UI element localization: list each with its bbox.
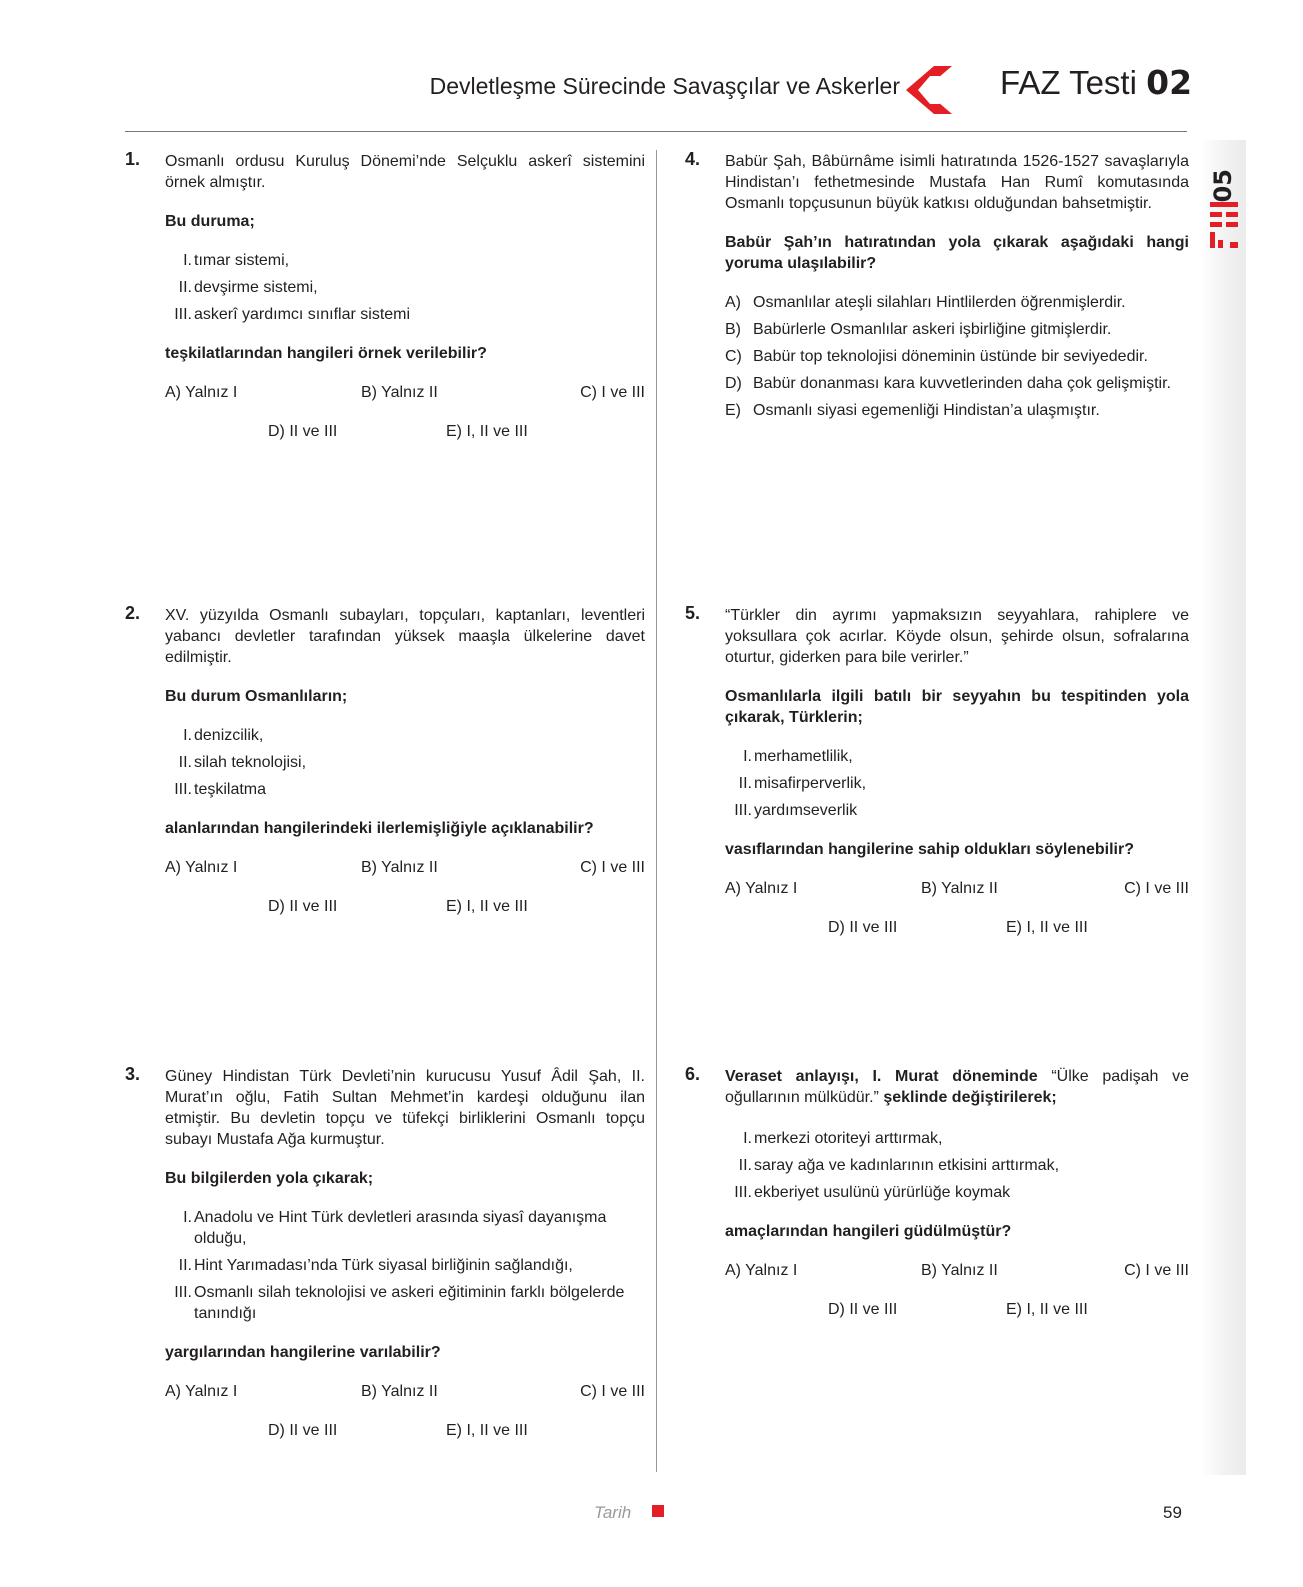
question-6 <box>685 1064 1190 1338</box>
option-a[interactable]: A) Yalnız I <box>165 1383 238 1400</box>
option-e[interactable]: E) I, II ve III <box>446 1422 528 1439</box>
question-number: 1. <box>125 149 141 169</box>
option-text: Osmanlı siyasi egemenliği Hindistan’a ulaşmıştır. <box>753 402 1100 419</box>
roman-numeral: II. <box>738 775 752 792</box>
question-prompt: Osmanlılarla ilgili batılı bir seyyahın bu tespitinden yola çıkarak, Türklerin; <box>725 688 1189 726</box>
chevron-left-icon <box>906 66 952 114</box>
roman-item <box>165 1207 645 1249</box>
option-b[interactable] <box>725 319 1189 340</box>
option-text: Osmanlılar ateşli silahları Hintlilerden öğrenmişlerdir. <box>753 294 1126 311</box>
question-stem: Güney Hindistan Türk Devleti’nin kurucusu Yusuf Âdil Şah, II. Murat’ın oğlu, Fatih Sultan Mehmet’in kardeşi olduğunu ilan etmiştir. Bu devletin topçu ve tüfekçi birliklerini Osmanlı topçu subayı Mustafa Ağa kurmuştur. <box>165 1068 645 1148</box>
roman-list <box>165 1207 645 1324</box>
roman-numeral: III. <box>734 1184 752 1201</box>
option-c[interactable]: C) I ve III <box>580 859 645 876</box>
question-4 <box>685 149 1189 427</box>
roman-numeral: III. <box>174 781 192 798</box>
roman-item-text: silah teknolojisi, <box>194 754 307 771</box>
option-text: Babür donanması kara kuvvetlerinden daha çok gelişmiştir. <box>753 375 1171 392</box>
roman-item <box>725 773 1189 794</box>
roman-item-text: tımar sistemi, <box>194 252 290 269</box>
option-c[interactable]: C) I ve III <box>1124 1262 1189 1279</box>
footer-subject: Tarih <box>594 1503 632 1522</box>
question-2 <box>125 603 645 935</box>
question-3 <box>125 1064 645 1459</box>
test-title <box>1000 63 1193 102</box>
option-b[interactable]: B) Yalnız II <box>361 384 438 401</box>
roman-item-text: devşirme sistemi, <box>194 279 318 296</box>
option-letter: B) <box>725 321 741 338</box>
question-stem: XV. yüzyılda Osmanlı subayları, topçuları, kaptanları, leventleri yabancı devletler tarafından yüksek maaşla ülkelerine davet edilmiştir. <box>165 607 645 666</box>
roman-item-text: yardımseverlik <box>754 802 858 819</box>
question-prompt: vasıflarından hangilerine sahip oldukları söylenebilir? <box>725 841 1134 858</box>
roman-numeral: I. <box>183 727 192 744</box>
option-d[interactable]: D) II ve III <box>828 1301 898 1318</box>
option-letter: A) <box>725 294 741 311</box>
header-divider <box>125 131 1187 132</box>
options-row <box>725 1260 1189 1281</box>
question-number: 5. <box>685 603 701 623</box>
option-e[interactable]: E) I, II ve III <box>1006 1301 1088 1318</box>
option-c[interactable]: C) I ve III <box>1124 880 1189 897</box>
question-prompt: Bu duruma; <box>165 213 255 230</box>
option-letter: E) <box>725 402 741 419</box>
option-a[interactable]: A) Yalnız I <box>165 859 238 876</box>
option-a[interactable]: A) Yalnız I <box>725 1262 798 1279</box>
roman-item-text: Hint Yarımadası’nda Türk siyasal birliğinin sağlandığı, <box>194 1257 573 1274</box>
option-text: Babür top teknolojisi döneminin üstünde bir seviyededir. <box>753 348 1148 365</box>
roman-list <box>165 250 645 325</box>
option-letter: D) <box>725 375 742 392</box>
question-number: 4. <box>685 149 701 169</box>
roman-item <box>725 1182 1189 1203</box>
roman-item <box>725 1155 1189 1176</box>
option-a[interactable]: A) Yalnız I <box>165 384 238 401</box>
option-b[interactable]: B) Yalnız II <box>361 1383 438 1400</box>
roman-item-text: merhametlilik, <box>754 748 853 765</box>
page-number: 59 <box>1163 1503 1182 1522</box>
roman-item <box>165 1282 645 1324</box>
options-row <box>725 1299 1189 1320</box>
options-row <box>165 1381 645 1402</box>
options-row <box>165 896 645 917</box>
faz-logo-icon <box>1210 202 1238 248</box>
roman-list <box>725 746 1189 821</box>
roman-numeral: II. <box>178 754 192 771</box>
roman-item <box>165 304 645 325</box>
options-row <box>725 917 1189 938</box>
answer-options <box>725 292 1189 421</box>
roman-numeral: II. <box>178 1257 192 1274</box>
roman-list <box>165 725 645 800</box>
question-stem: Babür Şah, Bâbürnâme isimli hatıratında 1526-1527 savaşlarıyla Hindistan’ı fethetmesinde Mustafa Han Rumî komutasında Osmanlı topçusunun büyük katkısı olduğundan bahsetmiştir. <box>725 153 1189 212</box>
roman-item <box>165 725 645 746</box>
question-stem <box>725 1066 1189 1108</box>
roman-numeral: I. <box>183 252 192 269</box>
option-e[interactable] <box>725 400 1189 421</box>
option-b[interactable]: B) Yalnız II <box>921 880 998 897</box>
options-row <box>165 421 645 442</box>
option-d[interactable]: D) II ve III <box>268 898 338 915</box>
option-e[interactable]: E) I, II ve III <box>1006 919 1088 936</box>
option-c[interactable] <box>725 346 1189 367</box>
roman-item <box>165 277 645 298</box>
roman-item <box>165 779 645 800</box>
options-row <box>165 1420 645 1441</box>
roman-item-text: misafirperverlik, <box>754 775 867 792</box>
roman-numeral: II. <box>738 1157 752 1174</box>
stem-bold-end: şeklinde değiştirilerek; <box>883 1089 1057 1106</box>
question-prompt: amaçlarından hangileri güdülmüştür? <box>725 1223 1012 1240</box>
question-prompt: Bu bilgilerden yola çıkarak; <box>165 1170 374 1187</box>
options-row <box>725 878 1189 899</box>
option-c[interactable]: C) I ve III <box>580 1383 645 1400</box>
roman-item <box>165 250 645 271</box>
option-letter: C) <box>725 348 742 365</box>
question-prompt: Babür Şah’ın hatıratından yola çıkarak aşağıdaki hangi yoruma ulaşılabilir? <box>725 234 1189 272</box>
roman-item-text: teşkilatma <box>194 781 267 798</box>
question-stem: Osmanlı ordusu Kuruluş Dönemi’nde Selçuklu askerî sistemini örnek almıştır. <box>165 153 645 191</box>
roman-list <box>725 1128 1189 1203</box>
side-tab <box>1200 140 1246 1475</box>
roman-numeral: III. <box>734 802 752 819</box>
roman-item <box>725 746 1189 767</box>
options-row <box>165 382 645 403</box>
roman-item-text: Anadolu ve Hint Türk devletleri arasında siyasî dayanışma olduğu, <box>194 1209 607 1247</box>
option-b[interactable]: B) Yalnız II <box>361 859 438 876</box>
question-stem: “Türkler din ayrımı yapmaksızın seyyahlara, rahiplere ve yoksullara çok acırlar. Köyde olsun, şehirde olsun, sofralarına oturtur, giderken para bile verirler.” <box>725 607 1189 666</box>
roman-numeral: I. <box>743 748 752 765</box>
unit-label <box>1200 157 1246 267</box>
roman-item <box>165 752 645 773</box>
chapter-title: Devletleşme Sürecinde Savaşçılar ve Askerler <box>429 73 900 99</box>
roman-item-text: Osmanlı silah teknolojisi ve askeri eğitiminin farklı bölgelerde tanındığı <box>194 1284 625 1322</box>
column-divider <box>656 150 657 1472</box>
stem-bold-part: Veraset anlayışı, I. Murat döneminde <box>725 1068 1038 1085</box>
roman-item-text: askerî yardımcı sınıflar sistemi <box>194 306 411 323</box>
question-prompt: Bu durum Osmanlıların; <box>165 688 348 705</box>
roman-item-text: saray ağa ve kadınlarının etkisini arttırmak, <box>754 1157 1060 1174</box>
option-c[interactable]: C) I ve III <box>580 384 645 401</box>
test-number: 02 <box>1146 63 1193 102</box>
options-row <box>165 857 645 878</box>
stem-quote: “Ülke padişah ve oğullarının mülküdür.” <box>725 1068 1190 1106</box>
roman-item-text: ekberiyet usulünü yürürlüğe koymak <box>754 1184 1011 1201</box>
option-a[interactable] <box>725 292 1189 313</box>
option-text: Babürlerle Osmanlılar askeri işbirliğine gitmişlerdir. <box>753 321 1112 338</box>
roman-numeral: III. <box>174 1284 192 1301</box>
question-prompt: alanlarından hangilerindeki ilerlemişliğiyle açıklanabilir? <box>165 820 594 837</box>
option-e[interactable]: E) I, II ve III <box>446 423 528 440</box>
question-prompt: yargılarından hangilerine varılabilir? <box>165 1344 441 1361</box>
test-title-label: FAZ Testi <box>1000 64 1137 101</box>
roman-numeral: I. <box>743 1130 752 1147</box>
option-d[interactable]: D) II ve III <box>828 919 898 936</box>
option-d[interactable]: D) II ve III <box>268 1422 338 1439</box>
question-number: 6. <box>685 1064 701 1084</box>
roman-item <box>725 1128 1189 1149</box>
option-d[interactable]: D) II ve III <box>268 423 338 440</box>
roman-item <box>165 1255 645 1276</box>
question-1 <box>125 149 645 460</box>
roman-item-text: denizcilik, <box>194 727 264 744</box>
option-a[interactable]: A) Yalnız I <box>725 880 798 897</box>
question-prompt: teşkilatlarından hangileri örnek verilebilir? <box>165 345 487 362</box>
footer-square-icon <box>652 1505 664 1517</box>
roman-numeral: III. <box>174 306 192 323</box>
roman-item <box>725 800 1189 821</box>
roman-numeral: II. <box>178 279 192 296</box>
question-number: 3. <box>125 1064 141 1084</box>
roman-numeral: I. <box>183 1209 192 1226</box>
option-d[interactable] <box>725 373 1189 394</box>
option-e[interactable]: E) I, II ve III <box>446 898 528 915</box>
question-number: 2. <box>125 603 141 623</box>
option-b[interactable]: B) Yalnız II <box>921 1262 998 1279</box>
unit-number: 05 <box>1209 169 1237 203</box>
question-5 <box>685 603 1189 956</box>
roman-item-text: merkezi otoriteyi arttırmak, <box>754 1130 943 1147</box>
